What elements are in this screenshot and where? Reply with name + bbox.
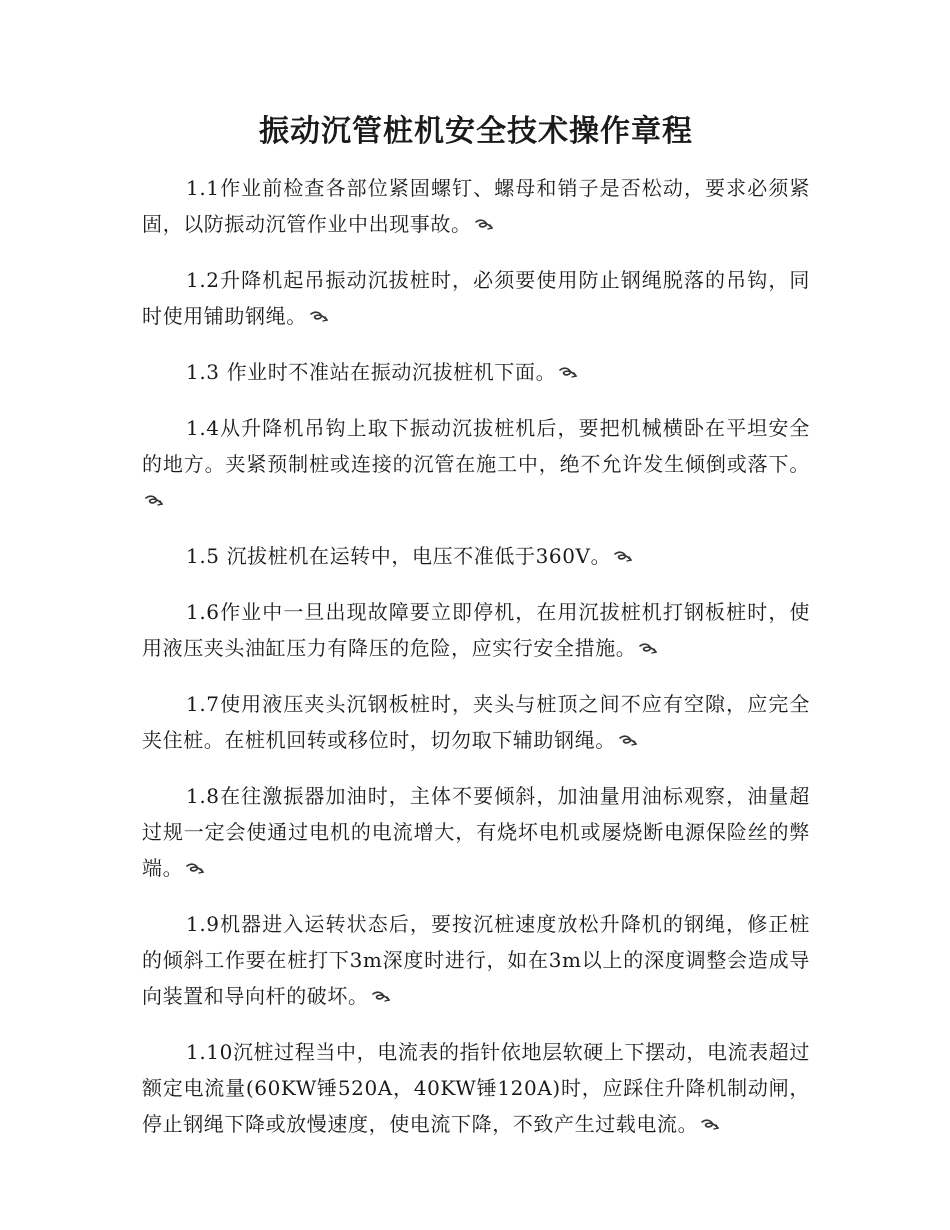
document-page bbox=[142, 112, 810, 1162]
paragraph-1-4 bbox=[142, 410, 810, 518]
paragraph-1-10 bbox=[142, 1034, 810, 1142]
paragraph-text: 1.2升降机起吊振动沉拔桩时，必须要使用防止钢绳脱落的吊钩，同时使用铺助钢绳。 bbox=[142, 268, 810, 328]
paragraph-1-1 bbox=[142, 170, 810, 242]
return-mark-icon bbox=[700, 1118, 720, 1132]
paragraph-1-2 bbox=[142, 262, 810, 334]
return-mark-icon bbox=[309, 310, 329, 324]
paragraph-text: 1.6作业中一旦出现故障要立即停机，在用沉拔桩机打钢板桩时，使用液压夹头油缸压力有降压的危险，应实行安全措施。 bbox=[142, 600, 810, 660]
paragraph-text: 1.1作业前检查各部位紧固螺钉、螺母和销子是否松动，要求必须紧固，以防振动沉管作业中出现事故。 bbox=[142, 176, 810, 236]
paragraph-1-3 bbox=[142, 354, 810, 390]
return-mark-icon bbox=[613, 550, 633, 564]
paragraph-text: 1.10沉桩过程当中，电流表的指针依地层软硬上下摆动，电流表超过额定电流量(60KW锤520A，40KW锤120A)时，应踩住升降机制动闸，停止钢绳下降或放慢速度，使电流下降，不致产生过载电流。 bbox=[142, 1040, 810, 1136]
paragraph-text: 1.4从升降机吊钩上取下振动沉拔桩机后，要把机械横卧在平坦安全的地方。夹紧预制桩或连接的沉管在施工中，绝不允许发生倾倒或落下。 bbox=[142, 416, 810, 476]
paragraph-1-7 bbox=[142, 686, 810, 758]
return-mark-icon bbox=[558, 366, 578, 380]
paragraph-text: 1.9机器进入运转状态后，要按沉桩速度放松升降机的钢绳，修正桩的倾斜工作要在桩打下3m深度时进行，如在3m以上的深度调整会造成导向装置和导向杆的破坏。 bbox=[142, 912, 810, 1008]
document-title: 振动沉管桩机安全技术操作章程 bbox=[259, 114, 693, 149]
return-mark-icon bbox=[618, 734, 638, 748]
paragraph-text: 1.5 沉拔桩机在运转中，电压不准低于360V。 bbox=[186, 544, 612, 568]
paragraph-1-9 bbox=[142, 906, 810, 1014]
paragraph-text: 1.8在往激振器加油时，主体不要倾斜，加油量用油标观察，油量超过规一定会使通过电机的电流增大，有烧坏电机或屡烧断电源保险丝的弊端。 bbox=[142, 784, 810, 880]
return-mark-icon bbox=[371, 990, 391, 1004]
paragraph-1-5 bbox=[142, 538, 810, 574]
return-mark-icon bbox=[474, 218, 494, 232]
paragraph-1-8 bbox=[142, 778, 810, 886]
paragraph-text: 1.3 作业时不准站在振动沉拔桩机下面。 bbox=[186, 360, 557, 384]
paragraph-text: 1.7使用液压夹头沉钢板桩时，夹头与桩顶之间不应有空隙，应完全夹住桩。在桩机回转或移位时，切勿取下辅助钢绳。 bbox=[142, 692, 810, 752]
return-mark-icon bbox=[638, 642, 658, 656]
paragraph-1-6 bbox=[142, 594, 810, 666]
return-mark-icon bbox=[144, 494, 164, 508]
return-mark-icon bbox=[185, 862, 205, 876]
